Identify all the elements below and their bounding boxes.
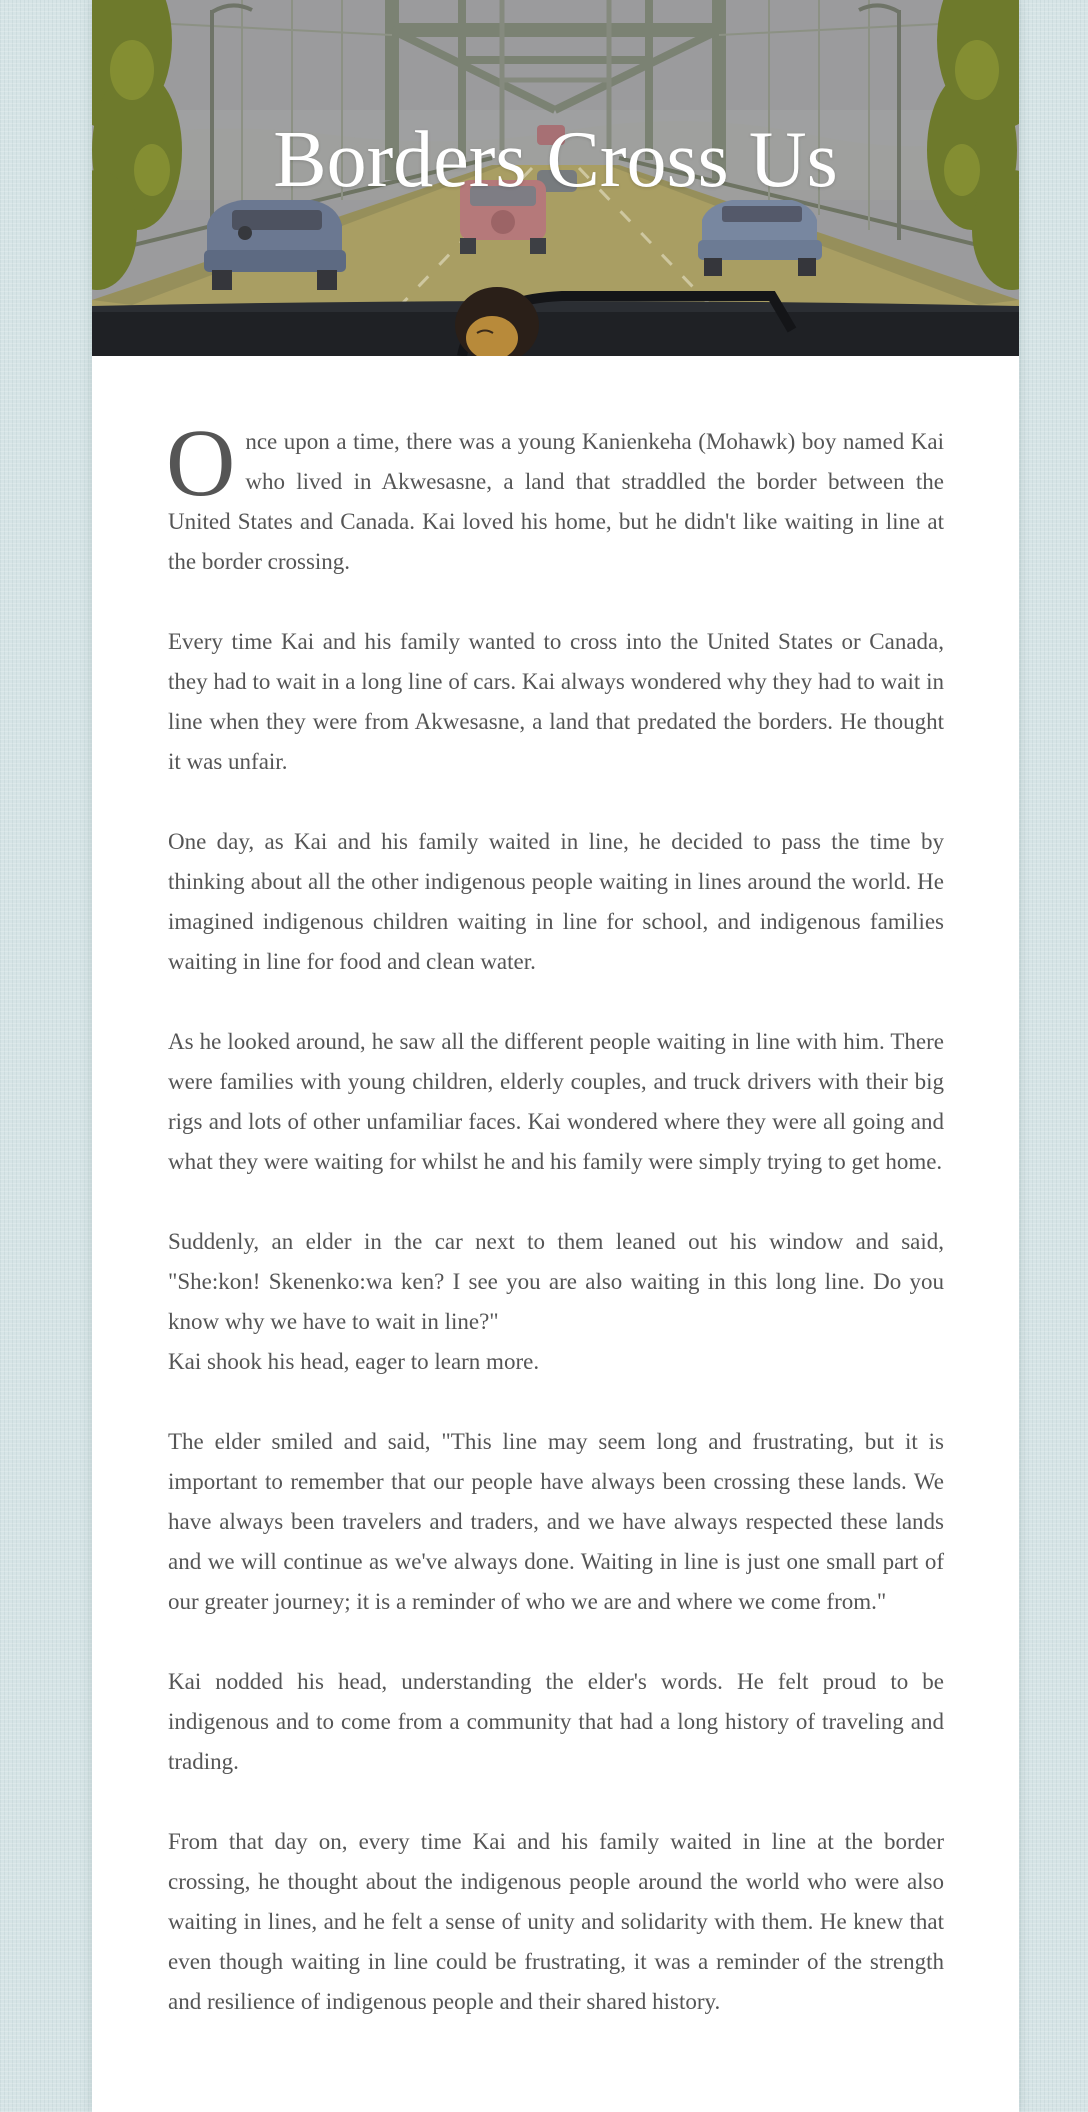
- story-paragraph: [168, 1222, 944, 1382]
- story-paragraph: [168, 1422, 944, 1622]
- story-paragraph: [168, 1662, 944, 1782]
- paragraph-text: One day, as Kai and his family waited in line, he decided to pass the time by thinking about all the other indigenous people waiting in lines around the world. He imagined indigenous children waiting in line for school, and indigenous families waiting in line for food and clean water.: [168, 829, 944, 974]
- paragraph-text: The elder smiled and said, "This line may seem long and frustrating, but it is important to remember that our people have always been crossing these lands. We have always been travelers and traders, and we have always respected these lands and we will continue as we've always done. Waiting in line is just one small part of our greater journey; it is a reminder of who we are and where we come from.": [168, 1429, 944, 1614]
- paragraph-text: Every time Kai and his family wanted to cross into the United States or Canada, they had to wait in a long line of cars. Kai always wondered why they had to wait in line when they were from Akwesasne, a land that predated the borders. He thought it was unfair.: [168, 629, 944, 774]
- story-paragraph: [168, 1822, 944, 2022]
- paragraph-text: As he looked around, he saw all the different people waiting in line with him. There were families with young children, elderly couples, and truck drivers with their big rigs and lots of other unfamiliar faces. Kai wondered where they were all going and what they were waiting for whilst he and his family were simply trying to get home.: [168, 1029, 944, 1174]
- paragraph-text: Kai nodded his head, understanding the elder's words. He felt proud to be indigenous and to come from a community that had a long history of traveling and trading.: [168, 1669, 944, 1774]
- paragraph-text: Kai shook his head, eager to learn more.: [168, 1349, 540, 1374]
- page-title: Borders Cross Us: [273, 116, 838, 204]
- paragraph-text: nce upon a time, there was a young Kanienkeha (Mohawk) boy named Kai who lived in Akwesasne, a land that straddled the border between the United States and Canada. Kai loved his home, but he didn't like waiting in line at the border crossing.: [168, 429, 944, 574]
- hero-banner: [92, 0, 1019, 356]
- drop-cap: O: [166, 409, 236, 516]
- paragraph-text: Suddenly, an elder in the car next to them leaned out his window and said, "She:kon! Skenenko:wa ken? I see you are also waiting in this long line. Do you know why we have to wait in line?": [168, 1229, 944, 1334]
- story-paragraph: [168, 622, 944, 782]
- story-body: [166, 409, 944, 2062]
- story-paragraph: [166, 409, 944, 582]
- story-paragraph: [168, 822, 944, 982]
- story-page: [92, 0, 1019, 2112]
- story-paragraph: [168, 1022, 944, 1182]
- paragraph-text: From that day on, every time Kai and his family waited in line at the border crossing, he thought about the indigenous people around the world who were also waiting in lines, and he felt a sense of unity and solidarity with them. He knew that even though waiting in line could be frustrating, it was a reminder of the strength and resilience of indigenous people and their shared history.: [168, 1829, 944, 2014]
